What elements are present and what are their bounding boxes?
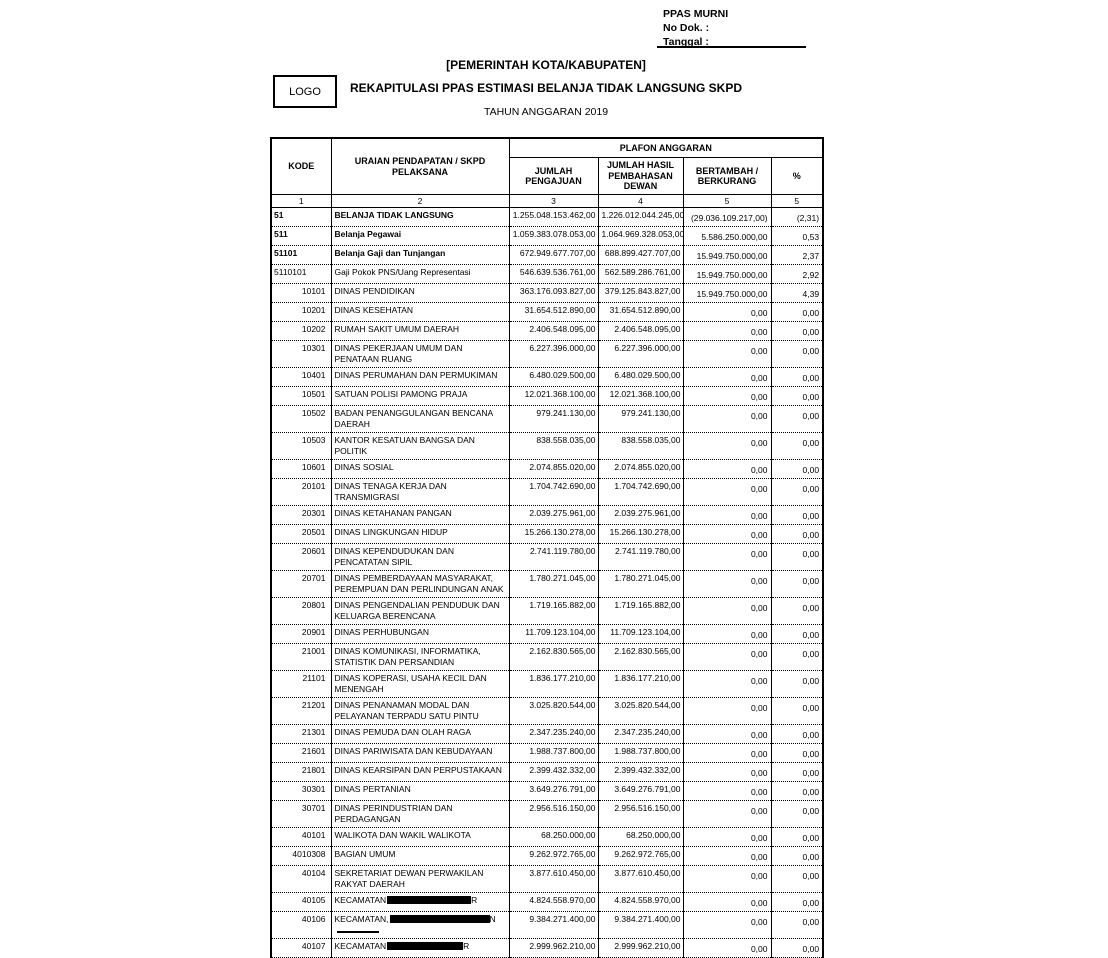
cell-uraian: SATUAN POLISI PAMONG PRAJA bbox=[331, 387, 509, 406]
cell-bertambah: 15.949.750.000,00 bbox=[683, 265, 771, 284]
cell-bertambah: 0,00 bbox=[683, 525, 771, 544]
cell-jumlah-hasil: 2.039.275.961,00 bbox=[598, 506, 683, 525]
cell-persen: 0,00 bbox=[771, 801, 823, 828]
cell-jumlah-pengajuan: 2.399.432.332,00 bbox=[509, 763, 598, 782]
cell-jumlah-hasil: 6.480.029.500,00 bbox=[598, 368, 683, 387]
cell-bertambah: 0,00 bbox=[683, 698, 771, 725]
cell-jumlah-pengajuan: 11.709.123.104,00 bbox=[509, 625, 598, 644]
cell-persen: 0,00 bbox=[771, 406, 823, 433]
cell-jumlah-hasil: 979.241.130,00 bbox=[598, 406, 683, 433]
cell-jumlah-pengajuan: 1.780.271.045,00 bbox=[509, 571, 598, 598]
cell-bertambah: 0,00 bbox=[683, 406, 771, 433]
table-row bbox=[271, 406, 823, 433]
table-row bbox=[271, 763, 823, 782]
cell-bertambah: 15.949.750.000,00 bbox=[683, 284, 771, 303]
cell-jumlah-hasil: 15.266.130.278,00 bbox=[598, 525, 683, 544]
table-row bbox=[271, 725, 823, 744]
cell-bertambah: 0,00 bbox=[683, 479, 771, 506]
report-title: REKAPITULASI PPAS ESTIMASI BELANJA TIDAK LANGSUNG SKPD bbox=[349, 81, 743, 95]
cell-jumlah-pengajuan: 12.021.368.100,00 bbox=[509, 387, 598, 406]
col-number-4: 4 bbox=[598, 195, 683, 208]
cell-persen: 0,00 bbox=[771, 828, 823, 847]
cell-bertambah: 0,00 bbox=[683, 671, 771, 698]
cell-jumlah-pengajuan: 6.227.396.000,00 bbox=[509, 341, 598, 368]
table-row bbox=[271, 322, 823, 341]
table-row bbox=[271, 744, 823, 763]
cell-jumlah-pengajuan: 2.039.275.961,00 bbox=[509, 506, 598, 525]
cell-bertambah: 0,00 bbox=[683, 893, 771, 912]
cell-persen: 0,00 bbox=[771, 939, 823, 958]
government-title: [PEMERINTAH KOTA/KABUPATEN] bbox=[446, 58, 646, 72]
cell-jumlah-hasil: 1.704.742.690,00 bbox=[598, 479, 683, 506]
header-bertambah: BERTAMBAH / BERKURANG bbox=[683, 158, 771, 195]
doc-meta-block bbox=[663, 7, 728, 49]
cell-jumlah-hasil: 11.709.123.104,00 bbox=[598, 625, 683, 644]
table-row bbox=[271, 368, 823, 387]
table-row bbox=[271, 912, 823, 939]
cell-kode: 21101 bbox=[271, 671, 331, 698]
cell-jumlah-pengajuan: 1.719.165.882,00 bbox=[509, 598, 598, 625]
redaction-bar bbox=[387, 896, 471, 904]
cell-jumlah-pengajuan: 3.877.610.450,00 bbox=[509, 866, 598, 893]
cell-uraian: DINAS KEPENDUDUKAN DAN PENCATATAN SIPIL bbox=[331, 544, 509, 571]
cell-kode: 20601 bbox=[271, 544, 331, 571]
cell-jumlah-pengajuan: 3.025.820.544,00 bbox=[509, 698, 598, 725]
cell-kode: 51 bbox=[271, 208, 331, 227]
cell-jumlah-pengajuan: 2.956.516.150,00 bbox=[509, 801, 598, 828]
cell-kode: 10501 bbox=[271, 387, 331, 406]
cell-persen: 0,53 bbox=[771, 227, 823, 246]
cell-kode: 21801 bbox=[271, 763, 331, 782]
cell-bertambah: 0,00 bbox=[683, 912, 771, 939]
cell-bertambah: 0,00 bbox=[683, 847, 771, 866]
cell-jumlah-pengajuan: 1.704.742.690,00 bbox=[509, 479, 598, 506]
cell-jumlah-hasil: 3.649.276.791,00 bbox=[598, 782, 683, 801]
table-row bbox=[271, 284, 823, 303]
cell-kode: 20701 bbox=[271, 571, 331, 598]
cell-persen: 0,00 bbox=[771, 479, 823, 506]
cell-bertambah: 0,00 bbox=[683, 939, 771, 958]
cell-persen: 0,00 bbox=[771, 341, 823, 368]
cell-jumlah-hasil: 2.999.962.210,00 bbox=[598, 939, 683, 958]
title-block bbox=[270, 58, 822, 118]
table-row bbox=[271, 506, 823, 525]
cell-bertambah: 0,00 bbox=[683, 322, 771, 341]
cell-jumlah-hasil: 1.064.969.328.053,00 bbox=[598, 227, 683, 246]
cell-kode: 10201 bbox=[271, 303, 331, 322]
cell-kode: 40106 bbox=[271, 912, 331, 939]
cell-persen: 2,92 bbox=[771, 265, 823, 284]
cell-persen: 0,00 bbox=[771, 525, 823, 544]
cell-persen: 0,00 bbox=[771, 644, 823, 671]
cell-kode: 5110101 bbox=[271, 265, 331, 284]
cell-jumlah-hasil: 9.262.972.765,00 bbox=[598, 847, 683, 866]
cell-jumlah-hasil: 2.162.830.565,00 bbox=[598, 644, 683, 671]
table-row bbox=[271, 246, 823, 265]
cell-kode: 20501 bbox=[271, 525, 331, 544]
cell-uraian: KECAMATAN, N bbox=[331, 912, 509, 939]
cell-bertambah: 0,00 bbox=[683, 801, 771, 828]
cell-uraian: DINAS PENANAMAN MODAL DAN PELAYANAN TERPADU SATU PINTU bbox=[331, 698, 509, 725]
col-number-3: 3 bbox=[509, 195, 598, 208]
table-row bbox=[271, 544, 823, 571]
cell-persen: 0,00 bbox=[771, 303, 823, 322]
cell-jumlah-pengajuan: 2.999.962.210,00 bbox=[509, 939, 598, 958]
cell-bertambah: 0,00 bbox=[683, 828, 771, 847]
cell-uraian: DINAS LINGKUNGAN HIDUP bbox=[331, 525, 509, 544]
table-row bbox=[271, 847, 823, 866]
cell-jumlah-pengajuan: 2.406.548.095,00 bbox=[509, 322, 598, 341]
cell-persen: 0,00 bbox=[771, 571, 823, 598]
cell-jumlah-pengajuan: 1.988.737.800,00 bbox=[509, 744, 598, 763]
header-jumlah-pengajuan: JUMLAH PENGAJUAN bbox=[509, 158, 598, 195]
cell-jumlah-hasil: 688.899.427.707,00 bbox=[598, 246, 683, 265]
cell-uraian: KECAMATAN R bbox=[331, 939, 509, 958]
cell-uraian: DINAS PERHUBUNGAN bbox=[331, 625, 509, 644]
cell-jumlah-hasil: 1.719.165.882,00 bbox=[598, 598, 683, 625]
cell-bertambah: 0,00 bbox=[683, 625, 771, 644]
cell-persen: 0,00 bbox=[771, 433, 823, 460]
cell-uraian: DINAS PEKERJAAN UMUM DAN PENATAAN RUANG bbox=[331, 341, 509, 368]
cell-bertambah: 0,00 bbox=[683, 866, 771, 893]
cell-kode: 21201 bbox=[271, 698, 331, 725]
table-row bbox=[271, 208, 823, 227]
cell-kode: 30701 bbox=[271, 801, 331, 828]
table-row bbox=[271, 625, 823, 644]
table-row bbox=[271, 698, 823, 725]
col-number-5: 5 bbox=[683, 195, 771, 208]
cell-bertambah: 0,00 bbox=[683, 387, 771, 406]
cell-uraian: DINAS PERUMAHAN DAN PERMUKIMAN bbox=[331, 368, 509, 387]
cell-jumlah-pengajuan: 1.836.177.210,00 bbox=[509, 671, 598, 698]
cell-uraian: KANTOR KESATUAN BANGSA DAN POLITIK bbox=[331, 433, 509, 460]
cell-jumlah-hasil: 1.988.737.800,00 bbox=[598, 744, 683, 763]
table-row bbox=[271, 227, 823, 246]
cell-persen: 0,00 bbox=[771, 912, 823, 939]
cell-uraian: DINAS KETAHANAN PANGAN bbox=[331, 506, 509, 525]
cell-kode: 10503 bbox=[271, 433, 331, 460]
cell-jumlah-hasil: 2.406.548.095,00 bbox=[598, 322, 683, 341]
cell-kode: 21601 bbox=[271, 744, 331, 763]
cell-jumlah-pengajuan: 4.824.558.970,00 bbox=[509, 893, 598, 912]
cell-jumlah-pengajuan: 68.250.000,00 bbox=[509, 828, 598, 847]
cell-jumlah-pengajuan: 2.162.830.565,00 bbox=[509, 644, 598, 671]
cell-jumlah-pengajuan: 2.741.119.780,00 bbox=[509, 544, 598, 571]
table-row bbox=[271, 671, 823, 698]
cell-uraian: WALIKOTA DAN WAKIL WALIKOTA bbox=[331, 828, 509, 847]
cell-uraian: DINAS PERTANIAN bbox=[331, 782, 509, 801]
header-plafon-group: PLAFON ANGGARAN bbox=[509, 138, 823, 158]
cell-persen: 0,00 bbox=[771, 744, 823, 763]
cell-jumlah-hasil: 2.956.516.150,00 bbox=[598, 801, 683, 828]
cell-jumlah-pengajuan: 546.639.536.761,00 bbox=[509, 265, 598, 284]
doc-meta-underline bbox=[657, 46, 806, 48]
cell-persen: (2,31) bbox=[771, 208, 823, 227]
cell-jumlah-hasil: 1.226.012.044.245,00 bbox=[598, 208, 683, 227]
cell-bertambah: 0,00 bbox=[683, 644, 771, 671]
cell-kode: 10101 bbox=[271, 284, 331, 303]
cell-jumlah-hasil: 3.025.820.544,00 bbox=[598, 698, 683, 725]
cell-jumlah-hasil: 379.125.843.827,00 bbox=[598, 284, 683, 303]
table-row bbox=[271, 571, 823, 598]
cell-uraian: BAGIAN UMUM bbox=[331, 847, 509, 866]
cell-jumlah-hasil: 4.824.558.970,00 bbox=[598, 893, 683, 912]
cell-uraian: Gaji Pokok PNS/Uang Representasi bbox=[331, 265, 509, 284]
table-row bbox=[271, 866, 823, 893]
column-number-row bbox=[271, 195, 823, 208]
cell-kode: 20801 bbox=[271, 598, 331, 625]
table-row bbox=[271, 828, 823, 847]
recap-table bbox=[270, 137, 824, 958]
cell-persen: 0,00 bbox=[771, 625, 823, 644]
cell-kode: 40101 bbox=[271, 828, 331, 847]
table-row bbox=[271, 433, 823, 460]
cell-kode: 21001 bbox=[271, 644, 331, 671]
cell-uraian: BADAN PENANGGULANGAN BENCANA DAERAH bbox=[331, 406, 509, 433]
cell-jumlah-hasil: 562.589.286.761,00 bbox=[598, 265, 683, 284]
cell-jumlah-hasil: 2.074.855.020,00 bbox=[598, 460, 683, 479]
cell-kode: 21301 bbox=[271, 725, 331, 744]
cell-bertambah: 0,00 bbox=[683, 571, 771, 598]
table-row bbox=[271, 525, 823, 544]
cell-persen: 0,00 bbox=[771, 763, 823, 782]
table-row bbox=[271, 387, 823, 406]
cell-kode: 4010308 bbox=[271, 847, 331, 866]
cell-jumlah-hasil: 12.021.368.100,00 bbox=[598, 387, 683, 406]
cell-jumlah-hasil: 31.654.512.890,00 bbox=[598, 303, 683, 322]
table-row bbox=[271, 341, 823, 368]
cell-bertambah: 0,00 bbox=[683, 725, 771, 744]
cell-kode: 30301 bbox=[271, 782, 331, 801]
cell-jumlah-pengajuan: 838.558.035,00 bbox=[509, 433, 598, 460]
cell-uraian: BELANJA TIDAK LANGSUNG bbox=[331, 208, 509, 227]
cell-jumlah-hasil: 3.877.610.450,00 bbox=[598, 866, 683, 893]
cell-jumlah-hasil: 68.250.000,00 bbox=[598, 828, 683, 847]
header-uraian: URAIAN PENDAPATAN / SKPD PELAKSANA bbox=[331, 138, 509, 195]
cell-jumlah-pengajuan: 363.176.093.827,00 bbox=[509, 284, 598, 303]
cell-persen: 0,00 bbox=[771, 322, 823, 341]
cell-kode: 20301 bbox=[271, 506, 331, 525]
cell-kode: 40105 bbox=[271, 893, 331, 912]
cell-uraian: SEKRETARIAT DEWAN PERWAKILAN RAKYAT DAERAH bbox=[331, 866, 509, 893]
cell-jumlah-hasil: 1.836.177.210,00 bbox=[598, 671, 683, 698]
cell-kode: 40107 bbox=[271, 939, 331, 958]
cell-persen: 2,37 bbox=[771, 246, 823, 265]
header-kode: KODE bbox=[271, 138, 331, 195]
cell-uraian: KECAMATAN R bbox=[331, 893, 509, 912]
recap-table-wrap bbox=[270, 137, 822, 958]
cell-persen: 0,00 bbox=[771, 782, 823, 801]
cell-jumlah-pengajuan: 2.347.235.240,00 bbox=[509, 725, 598, 744]
cell-jumlah-pengajuan: 9.384.271.400,00 bbox=[509, 912, 598, 939]
cell-uraian: DINAS PARIWISATA DAN KEBUDAYAAN bbox=[331, 744, 509, 763]
cell-jumlah-pengajuan: 3.649.276.791,00 bbox=[509, 782, 598, 801]
cell-jumlah-pengajuan: 979.241.130,00 bbox=[509, 406, 598, 433]
cell-uraian: DINAS PENGENDALIAN PENDUDUK DAN KELUARGA BERENCANA bbox=[331, 598, 509, 625]
cell-kode: 10301 bbox=[271, 341, 331, 368]
cell-jumlah-hasil: 2.399.432.332,00 bbox=[598, 763, 683, 782]
cell-persen: 0,00 bbox=[771, 460, 823, 479]
cell-bertambah: 0,00 bbox=[683, 598, 771, 625]
cell-persen: 0,00 bbox=[771, 506, 823, 525]
cell-persen: 0,00 bbox=[771, 698, 823, 725]
cell-jumlah-pengajuan: 6.480.029.500,00 bbox=[509, 368, 598, 387]
cell-jumlah-hasil: 2.347.235.240,00 bbox=[598, 725, 683, 744]
cell-uraian: DINAS KOPERASI, USAHA KECIL DAN MENENGAH bbox=[331, 671, 509, 698]
cell-jumlah-pengajuan: 672.949.677.707,00 bbox=[509, 246, 598, 265]
cell-bertambah: 0,00 bbox=[683, 544, 771, 571]
header-jumlah-hasil: JUMLAH HASIL PEMBAHASAN DEWAN bbox=[598, 158, 683, 195]
cell-kode: 511 bbox=[271, 227, 331, 246]
cell-uraian: RUMAH SAKIT UMUM DAERAH bbox=[331, 322, 509, 341]
table-row bbox=[271, 801, 823, 828]
cell-jumlah-hasil: 2.741.119.780,00 bbox=[598, 544, 683, 571]
cell-persen: 0,00 bbox=[771, 598, 823, 625]
redaction-line bbox=[337, 931, 379, 933]
cell-persen: 0,00 bbox=[771, 847, 823, 866]
table-row bbox=[271, 460, 823, 479]
cell-persen: 0,00 bbox=[771, 544, 823, 571]
cell-persen: 0,00 bbox=[771, 387, 823, 406]
cell-uraian: DINAS SOSIAL bbox=[331, 460, 509, 479]
cell-persen: 4,39 bbox=[771, 284, 823, 303]
fiscal-year-subtitle: TAHUN ANGGARAN 2019 bbox=[483, 106, 609, 118]
cell-bertambah: 0,00 bbox=[683, 433, 771, 460]
cell-uraian: DINAS KESEHATAN bbox=[331, 303, 509, 322]
cell-bertambah: (29.036.109.217,00) bbox=[683, 208, 771, 227]
cell-uraian: DINAS PENDIDIKAN bbox=[331, 284, 509, 303]
cell-jumlah-hasil: 6.227.396.000,00 bbox=[598, 341, 683, 368]
table-header bbox=[271, 138, 823, 208]
table-row bbox=[271, 598, 823, 625]
header-persen: % bbox=[771, 158, 823, 195]
cell-uraian: Belanja Gaji dan Tunjangan bbox=[331, 246, 509, 265]
table-row bbox=[271, 644, 823, 671]
cell-jumlah-pengajuan: 9.262.972.765,00 bbox=[509, 847, 598, 866]
cell-jumlah-pengajuan: 1.059.383.078.053,00 bbox=[509, 227, 598, 246]
cell-uraian: DINAS KOMUNIKASI, INFORMATIKA, STATISTIK DAN PERSANDIAN bbox=[331, 644, 509, 671]
cell-kode: 40104 bbox=[271, 866, 331, 893]
cell-uraian: Belanja Pegawai bbox=[331, 227, 509, 246]
cell-bertambah: 0,00 bbox=[683, 460, 771, 479]
cell-persen: 0,00 bbox=[771, 893, 823, 912]
cell-bertambah: 0,00 bbox=[683, 341, 771, 368]
cell-persen: 0,00 bbox=[771, 368, 823, 387]
cell-persen: 0,00 bbox=[771, 866, 823, 893]
cell-uraian: DINAS PEMUDA DAN OLAH RAGA bbox=[331, 725, 509, 744]
col-number-6: 5 bbox=[771, 195, 823, 208]
cell-kode: 10401 bbox=[271, 368, 331, 387]
cell-jumlah-hasil: 9.384.271.400,00 bbox=[598, 912, 683, 939]
table-row bbox=[271, 782, 823, 801]
cell-uraian: DINAS TENAGA KERJA DAN TRANSMIGRASI bbox=[331, 479, 509, 506]
tanggal-label: Tanggal : bbox=[663, 36, 709, 48]
cell-kode: 51101 bbox=[271, 246, 331, 265]
table-row bbox=[271, 303, 823, 322]
cell-persen: 0,00 bbox=[771, 671, 823, 698]
cell-bertambah: 0,00 bbox=[683, 506, 771, 525]
cell-kode: 10502 bbox=[271, 406, 331, 433]
cell-bertambah: 0,00 bbox=[683, 303, 771, 322]
table-row bbox=[271, 939, 823, 958]
cell-kode: 10202 bbox=[271, 322, 331, 341]
logo-text: LOGO bbox=[289, 85, 321, 98]
no-dok-label: No Dok. : bbox=[663, 22, 710, 34]
table-body bbox=[271, 208, 823, 958]
cell-bertambah: 15.949.750.000,00 bbox=[683, 246, 771, 265]
cell-jumlah-hasil: 838.558.035,00 bbox=[598, 433, 683, 460]
cell-jumlah-pengajuan: 15.266.130.278,00 bbox=[509, 525, 598, 544]
cell-kode: 20101 bbox=[271, 479, 331, 506]
cell-bertambah: 0,00 bbox=[683, 368, 771, 387]
cell-bertambah: 0,00 bbox=[683, 763, 771, 782]
cell-bertambah: 0,00 bbox=[683, 744, 771, 763]
cell-jumlah-pengajuan: 31.654.512.890,00 bbox=[509, 303, 598, 322]
cell-uraian: DINAS PERINDUSTRIAN DAN PERDAGANGAN bbox=[331, 801, 509, 828]
table-row bbox=[271, 265, 823, 284]
cell-kode: 20901 bbox=[271, 625, 331, 644]
col-number-1: 1 bbox=[271, 195, 331, 208]
table-row bbox=[271, 893, 823, 912]
redaction-bar bbox=[390, 915, 490, 923]
table-row bbox=[271, 479, 823, 506]
ppas-murni-label: PPAS MURNI bbox=[663, 8, 729, 20]
cell-uraian: DINAS PEMBERDAYAAN MASYARAKAT, PEREMPUAN DAN PERLINDUNGAN ANAK bbox=[331, 571, 509, 598]
cell-jumlah-pengajuan: 2.074.855.020,00 bbox=[509, 460, 598, 479]
col-number-2: 2 bbox=[331, 195, 509, 208]
cell-jumlah-pengajuan: 1.255.048.153.462,00 bbox=[509, 208, 598, 227]
cell-bertambah: 5.586.250.000,00 bbox=[683, 227, 771, 246]
cell-persen: 0,00 bbox=[771, 725, 823, 744]
cell-bertambah: 0,00 bbox=[683, 782, 771, 801]
cell-jumlah-hasil: 1.780.271.045,00 bbox=[598, 571, 683, 598]
cell-kode: 10601 bbox=[271, 460, 331, 479]
redaction-bar bbox=[387, 942, 463, 950]
cell-uraian: DINAS KEARSIPAN DAN PERPUSTAKAAN bbox=[331, 763, 509, 782]
